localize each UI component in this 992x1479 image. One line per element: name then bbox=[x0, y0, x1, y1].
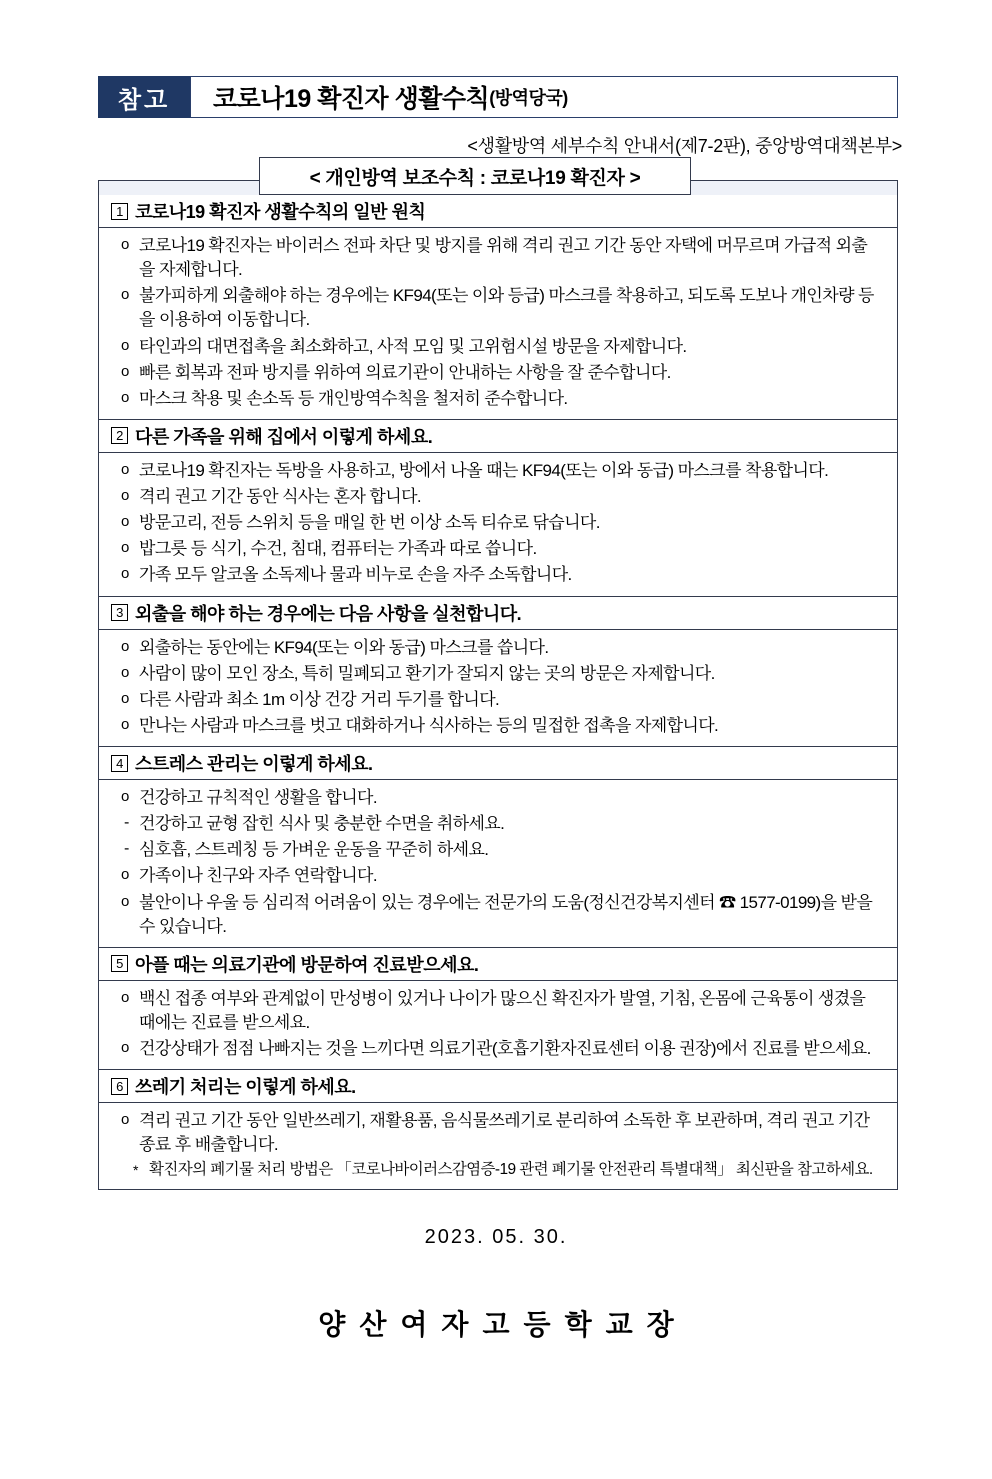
section-body-4 bbox=[99, 780, 897, 947]
list-item: o 마스크 착용 및 손소독 등 개인방역수칙을 철저히 준수합니다. bbox=[117, 387, 883, 411]
section-header-3 bbox=[99, 596, 897, 630]
section-list-5 bbox=[117, 987, 883, 1061]
section-title-3: 외출을 해야 하는 경우에는 다음 사항을 실천합니다. bbox=[135, 603, 522, 624]
school-signature: 양산여자고등학교장 bbox=[318, 1309, 688, 1341]
list-item: o 방문고리, 전등 스위치 등을 매일 한 번 이상 소독 티슈로 닦습니다. bbox=[117, 511, 883, 535]
section-header-6 bbox=[99, 1069, 897, 1103]
source-citation: <생활방역 세부수칙 안내서(제7-2판), 중앙방역대책본부> bbox=[467, 136, 902, 156]
section-number-1: 1 bbox=[111, 203, 128, 220]
list-item: o 격리 권고 기간 동안 일반쓰레기, 재활용품, 음식물쓰레기로 분리하여 소독한 후 보관하며, 격리 권고 기간 종료 후 배출합니다. bbox=[117, 1109, 883, 1157]
list-item: o 밥그릇 등 식기, 수건, 침대, 컴퓨터는 가족과 따로 씁니다. bbox=[117, 537, 883, 561]
list-item: o 불가피하게 외출해야 하는 경우에는 KF94(또는 이와 등급) 마스크를 착용하고, 되도록 도보나 개인차량 등을 이용하여 이동합니다. bbox=[117, 284, 883, 332]
section-body-3 bbox=[99, 630, 897, 747]
list-item: o 가족이나 친구와 자주 연락합니다. bbox=[117, 864, 883, 888]
section-list-4 bbox=[117, 786, 883, 939]
section-body-6 bbox=[99, 1103, 897, 1189]
list-item: - 심호흡, 스트레칭 등 가벼운 운동을 꾸준히 하세요. bbox=[117, 838, 883, 862]
page-title-source: (방역당국) bbox=[489, 88, 568, 108]
list-item-note: * 확진자의 폐기물 처리 방법은 「코로나바이러스감염증-19 관련 폐기물 안전관리 특별대책」 최신판을 참고하세요. bbox=[117, 1159, 883, 1181]
list-item: o 건강상태가 점점 나빠지는 것을 느끼다면 의료기관(호흡기환자진료센터 이용 권장)에서 진료를 받으세요. bbox=[117, 1037, 883, 1061]
section-list-1 bbox=[117, 234, 883, 411]
list-item: o 코로나19 확진자는 독방을 사용하고, 방에서 나올 때는 KF94(또는 이와 동급) 마스크를 착용합니다. bbox=[117, 459, 883, 483]
list-item: o 불안이나 우울 등 심리적 어려움이 있는 경우에는 전문가의 도움(정신건강복지센터 ☎ 1577-0199)을 받을 수 있습니다. bbox=[117, 891, 883, 939]
list-item: o 백신 접종 여부와 관계없이 만성병이 있거나 나이가 많으신 확진자가 발열, 기침, 온몸에 근육통이 생겼을 때에는 진료를 받으세요. bbox=[117, 987, 883, 1035]
section-number-4: 4 bbox=[111, 755, 128, 772]
list-item: o 격리 권고 기간 동안 식사는 혼자 합니다. bbox=[117, 485, 883, 509]
section-header-1 bbox=[99, 195, 897, 228]
document-date: 2023. 05. 30. bbox=[424, 1226, 568, 1249]
list-item: o 건강하고 규칙적인 생활을 합니다. bbox=[117, 786, 883, 810]
section-body-1 bbox=[99, 228, 897, 419]
list-item: o 가족 모두 알코올 소독제나 물과 비누로 손을 자주 소독합니다. bbox=[117, 563, 883, 587]
section-number-6: 6 bbox=[111, 1078, 128, 1095]
list-item: o 코로나19 확진자는 바이러스 전파 차단 및 방지를 위해 격리 권고 기간 동안 자택에 머무르며 가급적 외출을 자제합니다. bbox=[117, 234, 883, 282]
section-list-3 bbox=[117, 636, 883, 739]
header-row bbox=[98, 76, 898, 118]
document-page bbox=[0, 76, 992, 1479]
section-body-2 bbox=[99, 453, 897, 596]
section-body-5 bbox=[99, 981, 897, 1069]
guidelines-box bbox=[98, 167, 898, 1190]
section-header-5 bbox=[99, 947, 897, 981]
list-item: o 만나는 사람과 마스크를 벗고 대화하거나 식사하는 등의 밀접한 접촉을 자제합니다. bbox=[117, 714, 883, 738]
section-title-6: 쓰레기 처리는 이렇게 하세요. bbox=[135, 1077, 356, 1098]
section-number-3: 3 bbox=[111, 604, 128, 621]
section-number-2: 2 bbox=[111, 427, 128, 444]
reference-badge: 참고 bbox=[98, 76, 190, 118]
section-header-2 bbox=[99, 419, 897, 453]
list-item: - 건강하고 균형 잡힌 식사 및 충분한 수면을 취하세요. bbox=[117, 812, 883, 836]
section-title-1: 코로나19 확진자 생활수칙의 일반 원칙 bbox=[135, 202, 426, 222]
list-item: o 빠른 회복과 전파 방지를 위하여 의료기관이 안내하는 사항을 잘 준수합니다. bbox=[117, 361, 883, 385]
section-number-5: 5 bbox=[111, 955, 128, 972]
section-title-2: 다른 가족을 위해 집에서 이렇게 하세요. bbox=[135, 426, 433, 447]
section-title-5: 아플 때는 의료기관에 방문하여 진료받으세요. bbox=[135, 954, 479, 975]
guidelines-subtitle: < 개인방역 보조수칙 : 코로나19 확진자 > bbox=[259, 157, 691, 195]
list-item: o 다른 사람과 최소 1m 이상 건강 거리 두기를 합니다. bbox=[117, 688, 883, 712]
list-item: o 외출하는 동안에는 KF94(또는 이와 동급) 마스크를 씁니다. bbox=[117, 636, 883, 660]
list-item: o 사람이 많이 모인 장소, 특히 밀폐되고 환기가 잘되지 않는 곳의 방문은 자제합니다. bbox=[117, 662, 883, 686]
section-list-2 bbox=[117, 459, 883, 588]
list-item: o 타인과의 대면접촉을 최소화하고, 사적 모임 및 고위험시설 방문을 자제합니다. bbox=[117, 335, 883, 359]
header-title-box bbox=[190, 76, 898, 118]
section-list-6 bbox=[117, 1109, 883, 1181]
section-title-4: 스트레스 관리는 이렇게 하세요. bbox=[135, 754, 373, 774]
section-header-4 bbox=[99, 746, 897, 780]
page-title: 코로나19 확진자 생활수칙 bbox=[213, 85, 490, 113]
